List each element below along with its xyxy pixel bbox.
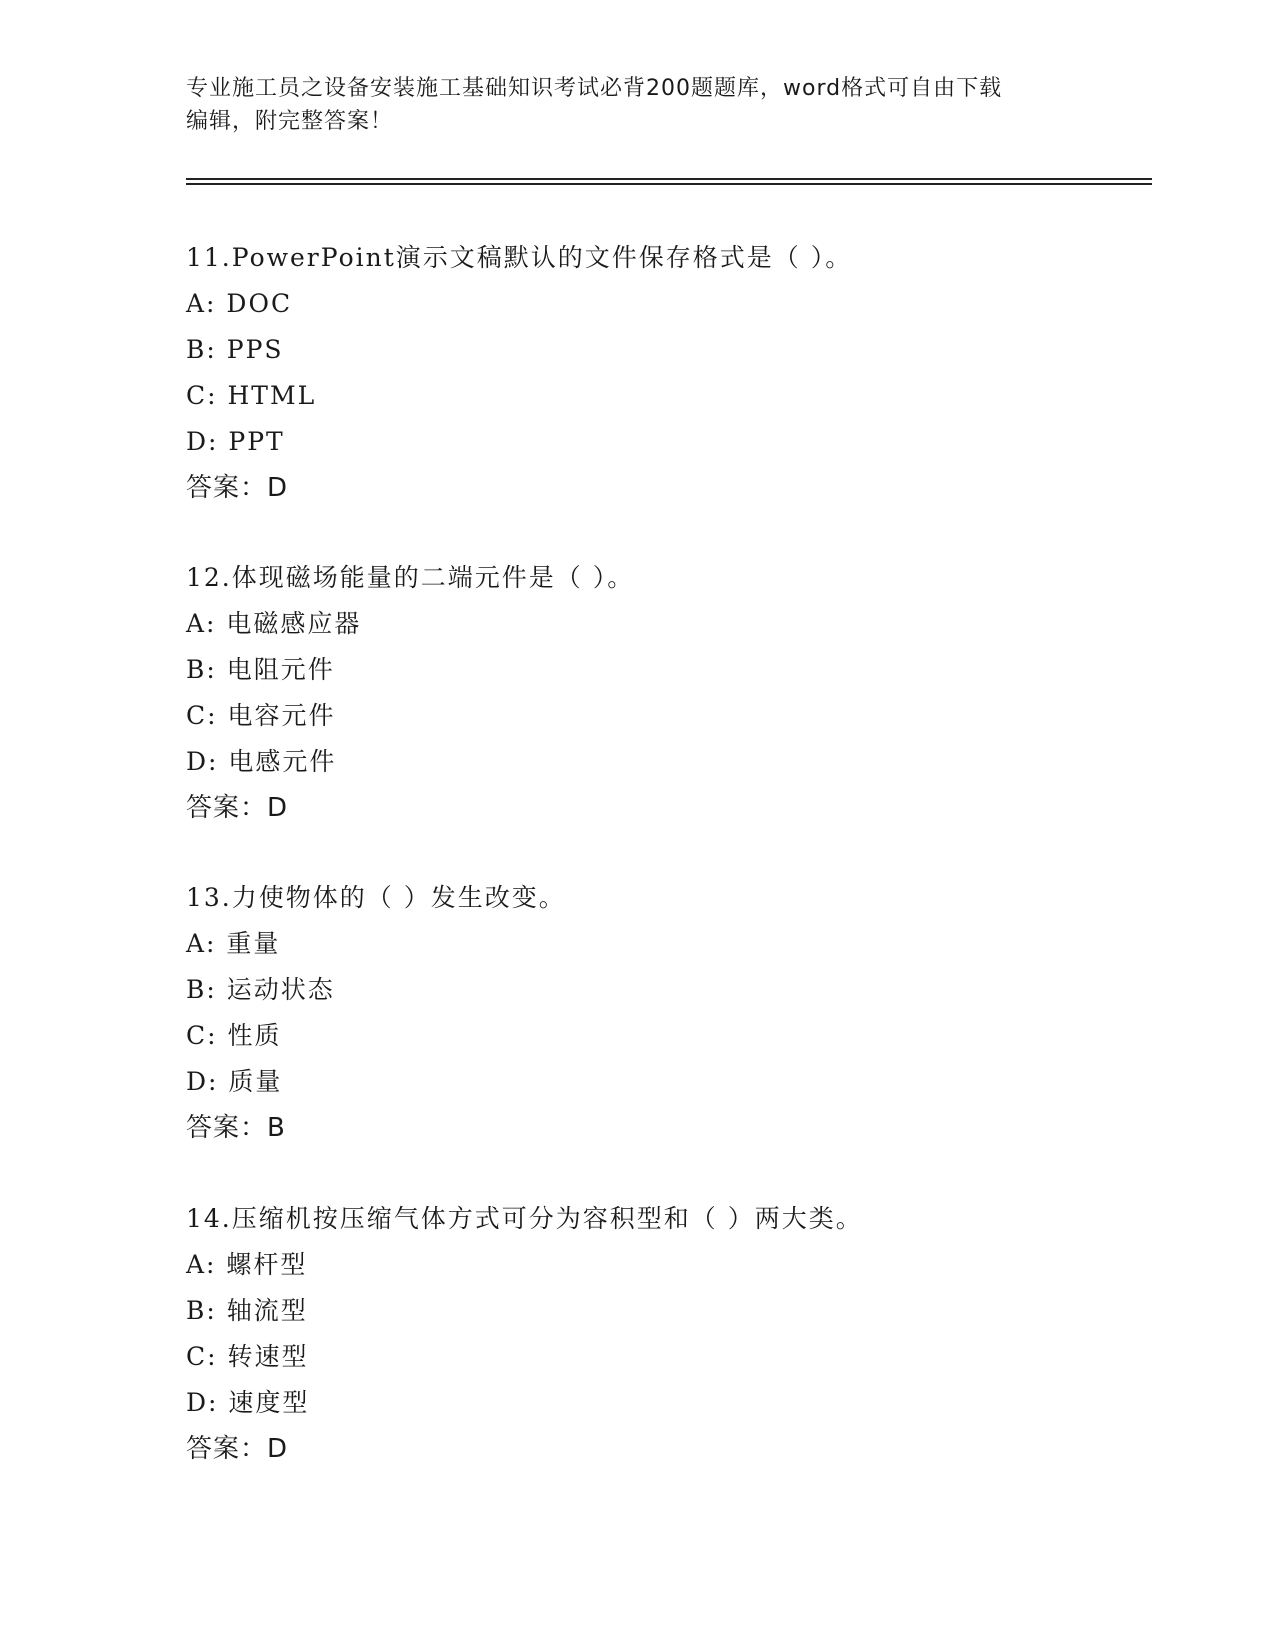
question-title: 11.PowerPoint演示文稿默认的文件保存格式是（ ）。	[186, 243, 853, 272]
question-title: 14.压缩机按压缩气体方式可分为容积型和（ ）两大类。	[186, 1204, 863, 1233]
option-c: C: 转速型	[186, 1342, 309, 1371]
question-11	[186, 235, 1166, 511]
option-d: D: 速度型	[186, 1388, 310, 1417]
option-d: D: 质量	[186, 1067, 283, 1096]
answer: 答案：D	[186, 473, 289, 503]
header-divider-bottom	[186, 183, 1152, 185]
option-a: A: 螺杆型	[186, 1250, 308, 1279]
question-title: 13.力使物体的（ ）发生改变。	[186, 883, 566, 912]
option-a: A: 重量	[186, 929, 281, 958]
option-d: D: PPT	[186, 427, 285, 456]
header-line-1: 专业施工员之设备安装施工基础知识考试必背200题题库，word格式可自由下载	[186, 76, 1003, 101]
option-b: B: PPS	[186, 335, 284, 364]
option-b: B: 运动状态	[186, 975, 335, 1004]
option-c: C: 性质	[186, 1021, 282, 1050]
question-14	[186, 1196, 1166, 1472]
question-13	[186, 875, 1166, 1151]
header-divider-top	[186, 178, 1152, 180]
answer: 答案：D	[186, 1434, 289, 1464]
answer: 答案：D	[186, 793, 289, 823]
answer: 答案：B	[186, 1113, 286, 1143]
header-line-2: 编辑，附完整答案！	[186, 109, 394, 134]
option-a: A: DOC	[186, 289, 293, 318]
option-b: B: 轴流型	[186, 1296, 308, 1325]
option-d: D: 电感元件	[186, 747, 337, 776]
question-title: 12.体现磁场能量的二端元件是（ ）。	[186, 563, 635, 592]
document-header	[186, 72, 1086, 138]
option-c: C: HTML	[186, 381, 317, 410]
option-a: A: 电磁感应器	[186, 609, 362, 638]
question-12	[186, 555, 1166, 831]
option-b: B: 电阻元件	[186, 655, 335, 684]
option-c: C: 电容元件	[186, 701, 336, 730]
